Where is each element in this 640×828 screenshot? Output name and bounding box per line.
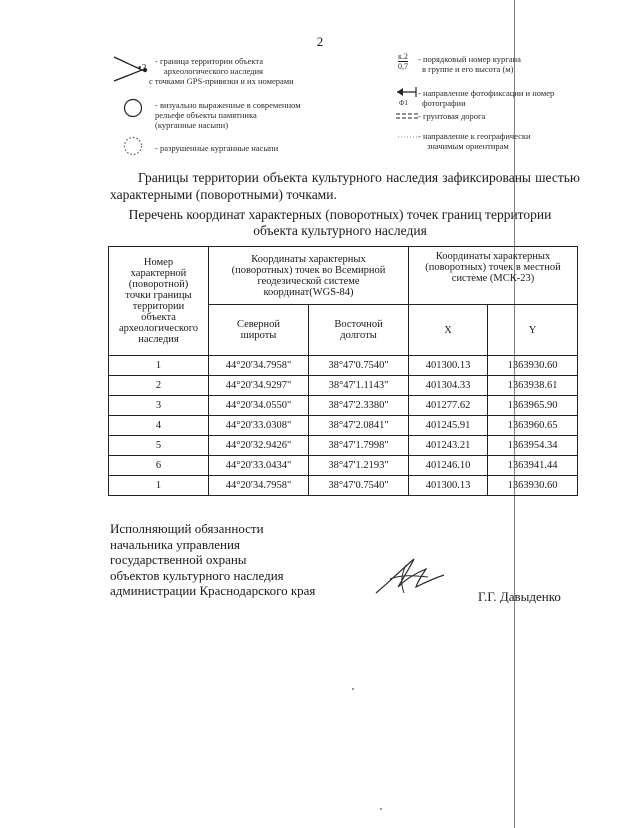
legend-dirt-road: - грунтовая дорога (418, 111, 486, 121)
table-caption: Перечень координат характерных (поворотных) точек границ территории объекта культурного наследия (128, 207, 552, 238)
legend-destroyed-mounds: - разрушенные курганные насыпи (155, 143, 279, 153)
scan-speck (380, 808, 382, 810)
handwritten-signature-icon (370, 553, 450, 601)
table-row: 3 44°20'34.0550" 38°47'2.3380" 401277.62 1363965.90 (109, 396, 578, 416)
table-row: 6 44°20'33.0434" 38°47'1.2193" 401246.10 1363941.44 (109, 456, 578, 476)
signature-block: Исполняющий обязанности начальника управления государственной охраны объектов культурного наследия администрации Краснодарского края (110, 521, 316, 598)
header-x: X (409, 305, 488, 356)
legend-direction-line: - направление к географически значимым ориентирам (418, 131, 531, 151)
header-y: Y (488, 305, 578, 356)
legend-mound-number: - порядковый номер кургана в группе и его высота (м) (418, 54, 521, 74)
table-row: 1 44°20'34.7958" 38°47'0.7540" 401300.13 1363930.60 (109, 476, 578, 496)
page-number: 2 (316, 34, 324, 49)
table-row: 4 44°20'33.0308" 38°47'2.0841" 401245.91 1363960.65 (109, 416, 578, 436)
boundary-point-marker: •2 (138, 63, 147, 74)
photo-direction-arrow-icon (396, 85, 418, 99)
photo-number-marker: Ф1 (399, 99, 409, 107)
header-wgs84: Координаты характерных (поворотных) точек во Всемирной геодезической системе координат(WGS-84) (209, 247, 409, 305)
table-row: 5 44°20'32.9426" 38°47'1.7998" 401243.21 1363954.34 (109, 436, 578, 456)
legend-boundary: - граница территории объекта археологического наследия с точками GPS-привязки и их номерами (149, 56, 294, 86)
scan-speck (352, 688, 354, 690)
header-msk23: Координаты характерных (поворотных) точек в местной системе (МСК-23) (409, 247, 578, 305)
intro-paragraph: Границы территории объекта культурного наследия зафиксированы шестью характерными (поворотными) точками. (110, 170, 580, 202)
destroyed-mound-circle-icon (123, 136, 143, 156)
table-row: 2 44°20'34.9297" 38°47'1.1143" 401304.33 1363938.61 (109, 376, 578, 396)
coordinates-table (108, 246, 578, 496)
header-longitude: Восточной долготы (309, 305, 409, 356)
header-latitude: Северной широты (209, 305, 309, 356)
direction-line-icon (398, 135, 418, 139)
visible-mound-circle-icon (123, 98, 143, 118)
dirt-road-icon (396, 113, 418, 119)
header-point-number: Номер характерной (поворотной) точки границы территории объекта археологического наследия (109, 247, 209, 356)
signer-name: Г.Г. Давыденко (478, 589, 561, 604)
legend-visible-mounds: - визуально выраженные в современном рельефе объекты памятника (курганные насыпи) (155, 100, 301, 130)
mound-number-icon: к.2 0,7 (398, 52, 408, 71)
table-row: 1 44°20'34.7958" 38°47'0.7540" 401300.13 1363930.60 (109, 356, 578, 376)
legend-photo-direction: - направление фотофиксации и номер фотографии (418, 88, 555, 108)
